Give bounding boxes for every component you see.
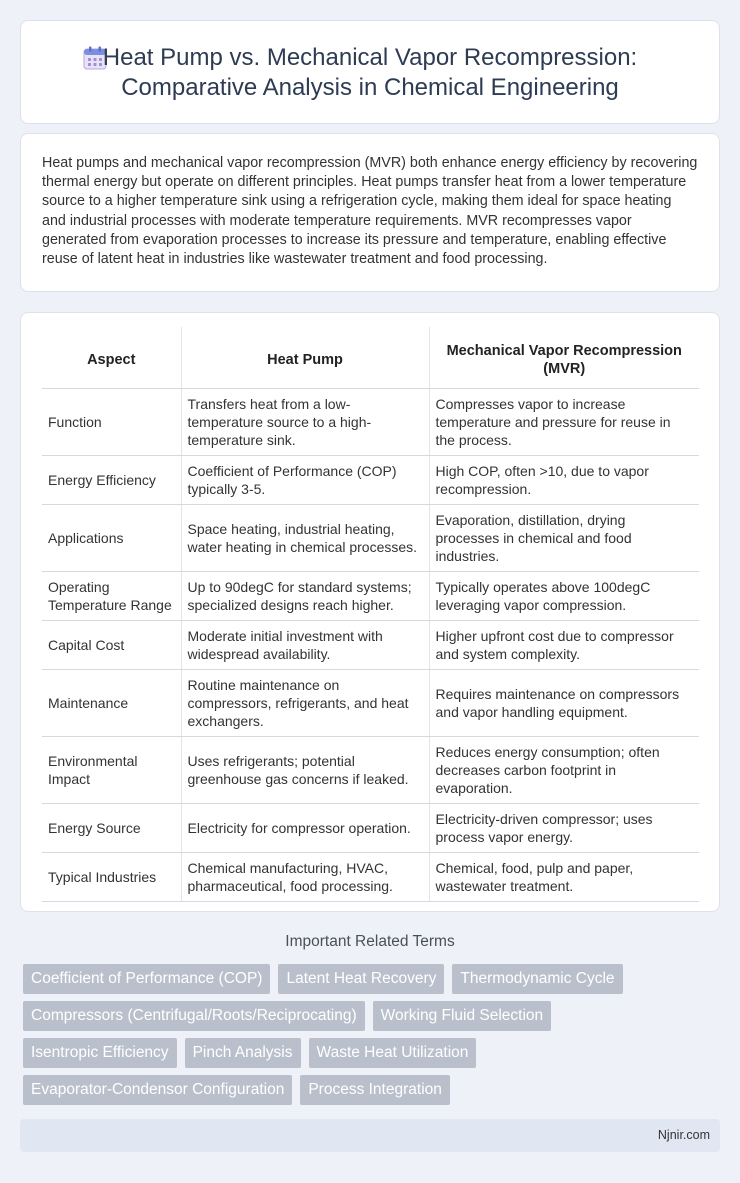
cell-aspect: Energy Source <box>42 803 181 852</box>
table-row <box>42 388 699 455</box>
comparison-table <box>42 327 699 902</box>
cell-mvr: High COP, often >10, due to vapor recompression. <box>429 455 699 504</box>
cell-aspect: Operating Temperature Range <box>42 571 181 620</box>
cell-heat-pump: Chemical manufacturing, HVAC, pharmaceutical, food processing. <box>181 852 429 901</box>
tag-row <box>23 1038 713 1068</box>
table-row <box>42 669 699 736</box>
table-row <box>42 571 699 620</box>
cell-aspect: Function <box>42 388 181 455</box>
cell-mvr: Evaporation, distillation, drying processes in chemical and food industries. <box>429 504 699 571</box>
header-heat-pump: Heat Pump <box>181 327 429 388</box>
cell-heat-pump: Space heating, industrial heating, water heating in chemical processes. <box>181 504 429 571</box>
title-line-2: Comparative Analysis in Chemical Engineering <box>121 74 619 101</box>
tag-row <box>23 964 713 994</box>
header-aspect: Aspect <box>42 327 181 388</box>
cell-mvr: Higher upfront cost due to compressor and system complexity. <box>429 620 699 669</box>
cell-aspect: Typical Industries <box>42 852 181 901</box>
intro-card <box>20 133 720 292</box>
term-tag[interactable]: Isentropic Efficiency <box>23 1038 177 1068</box>
table-row <box>42 736 699 803</box>
cell-heat-pump: Up to 90degC for standard systems; specialized designs reach higher. <box>181 571 429 620</box>
footer <box>20 1119 720 1152</box>
term-tag[interactable]: Pinch Analysis <box>185 1038 301 1068</box>
table-row <box>42 455 699 504</box>
table-row <box>42 803 699 852</box>
tag-row <box>23 1001 713 1031</box>
cell-heat-pump: Coefficient of Performance (COP) typically 3-5. <box>181 455 429 504</box>
tag-row <box>23 1075 713 1105</box>
cell-mvr: Compresses vapor to increase temperature and pressure for reuse in the process. <box>429 388 699 455</box>
cell-aspect: Environmental Impact <box>42 736 181 803</box>
cell-mvr: Typically operates above 100degC leveraging vapor compression. <box>429 571 699 620</box>
cell-aspect: Applications <box>42 504 181 571</box>
cell-heat-pump: Transfers heat from a low-temperature source to a high-temperature sink. <box>181 388 429 455</box>
related-terms <box>23 964 713 1112</box>
table-row <box>42 852 699 901</box>
header-mvr: Mechanical Vapor Recompression (MVR) <box>429 327 699 388</box>
cell-heat-pump: Uses refrigerants; potential greenhouse gas concerns if leaked. <box>181 736 429 803</box>
page-title <box>21 43 719 103</box>
term-tag[interactable]: Coefficient of Performance (COP) <box>23 964 270 994</box>
table-header-row <box>42 327 699 388</box>
term-tag[interactable]: Evaporator-Condensor Configuration <box>23 1075 292 1105</box>
cell-heat-pump: Electricity for compressor operation. <box>181 803 429 852</box>
intro-text: Heat pumps and mechanical vapor recompression (MVR) both enhance energy efficiency by recovering thermal energy but operate on different principles. Heat pumps transfer heat from a lower temperature source to a higher temperature sink using a refrigeration cycle, making them ideal for space heating and industrial processes with moderate temperature requirements. MVR recompresses vapor generated from evaporation processes to increase its pressure and temperature, enabling effective reuse of latent heat in industries like wastewater treatment and food processing. <box>42 155 698 268</box>
cell-aspect: Maintenance <box>42 669 181 736</box>
term-tag[interactable]: Compressors (Centrifugal/Roots/Reciprocating) <box>23 1001 365 1031</box>
term-tag[interactable]: Process Integration <box>300 1075 450 1105</box>
table-row <box>42 504 699 571</box>
cell-mvr: Electricity-driven compressor; uses process vapor energy. <box>429 803 699 852</box>
footer-site[interactable]: Njnir.com <box>657 1128 710 1142</box>
term-tag[interactable]: Thermodynamic Cycle <box>452 964 622 994</box>
title-line-1: Heat Pump vs. Mechanical Vapor Recompression: <box>102 44 638 71</box>
comparison-table-card <box>20 312 720 912</box>
cell-mvr: Requires maintenance on compressors and vapor handling equipment. <box>429 669 699 736</box>
term-tag[interactable]: Working Fluid Selection <box>373 1001 552 1031</box>
cell-heat-pump: Routine maintenance on compressors, refrigerants, and heat exchangers. <box>181 669 429 736</box>
cell-aspect: Capital Cost <box>42 620 181 669</box>
cell-heat-pump: Moderate initial investment with widespread availability. <box>181 620 429 669</box>
term-tag[interactable]: Waste Heat Utilization <box>309 1038 477 1068</box>
cell-aspect: Energy Efficiency <box>42 455 181 504</box>
header-card <box>20 20 720 124</box>
related-terms-title: Important Related Terms <box>285 933 455 950</box>
cell-mvr: Chemical, food, pulp and paper, wastewater treatment. <box>429 852 699 901</box>
table-row <box>42 620 699 669</box>
cell-mvr: Reduces energy consumption; often decreases carbon footprint in evaporation. <box>429 736 699 803</box>
term-tag[interactable]: Latent Heat Recovery <box>278 964 444 994</box>
